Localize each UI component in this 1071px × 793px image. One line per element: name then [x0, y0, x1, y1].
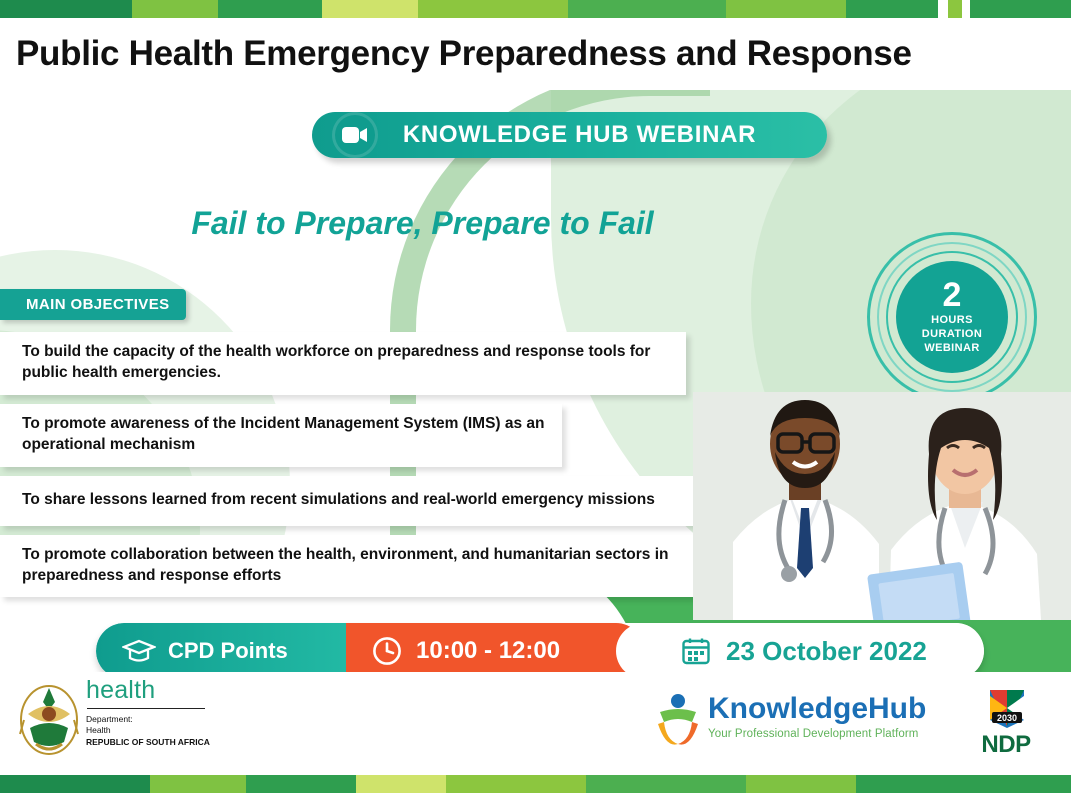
duration-badge — [867, 232, 1039, 404]
department-line-2: Health — [86, 725, 111, 736]
time-segment — [346, 623, 644, 679]
footer — [0, 672, 1071, 775]
south-africa-coat-of-arms — [18, 680, 80, 758]
ndp-logo — [960, 686, 1052, 760]
time-label: 10:00 - 12:00 — [416, 637, 561, 664]
knowledgehub-logo — [652, 692, 927, 754]
bottom-colour-bar — [0, 775, 1071, 793]
list-item: To promote awareness of the Incident Management System (IMS) as an operational mechanism — [0, 404, 562, 467]
badge-line-webinar: WEBINAR — [924, 341, 980, 354]
list-item: To share lessons learned from recent simulations and real-world emergency missions — [0, 476, 716, 526]
department-line-3: REPUBLIC OF SOUTH AFRICA — [86, 736, 210, 747]
health-wordmark: health — [86, 676, 156, 704]
badge-core — [896, 261, 1008, 373]
ndp-label: NDP — [981, 731, 1031, 758]
clock-icon — [372, 636, 402, 666]
date-segment — [616, 623, 984, 679]
video-camera-icon — [332, 112, 378, 158]
list-item: To build the capacity of the health workforce on preparedness and response tools for public health emergencies. — [0, 332, 686, 395]
doctors-photo — [693, 392, 1071, 620]
knowledgehub-word-2: Hub — [868, 692, 927, 725]
graduation-cap-icon — [122, 637, 156, 665]
health-department-logo — [86, 678, 210, 748]
ndp-year-label: 2030 — [996, 713, 1018, 723]
title-bar — [0, 18, 1071, 90]
poster-tagline: Fail to Prepare, Prepare to Fail — [191, 205, 654, 241]
cpd-label: CPD Points — [168, 638, 288, 663]
page-title: Public Health Emergency Preparedness and Response — [16, 34, 912, 73]
knowledgehub-word-1: Knowledge — [708, 692, 869, 725]
department-line-1: Department: — [86, 714, 133, 724]
objectives-list — [0, 332, 716, 606]
badge-line-duration: DURATION — [921, 328, 983, 341]
webinar-banner — [312, 112, 827, 158]
list-item: To promote collaboration between the health, environment, and humanitarian sectors in preparedness and response efforts — [0, 535, 716, 598]
webinar-banner-label: KNOWLEDGE HUB WEBINAR — [402, 121, 757, 148]
info-bar — [96, 623, 984, 679]
knowledgehub-tagline: Your Professional Development Platform — [708, 728, 919, 740]
badge-line-hours: HOURS — [931, 314, 973, 327]
knowledgehub-wordmark — [708, 694, 926, 724]
badge-number: 2 — [942, 276, 962, 315]
calendar-icon — [682, 637, 710, 665]
objectives-heading: MAIN OBJECTIVES — [0, 289, 186, 320]
logo-divider — [87, 708, 205, 709]
top-colour-bar — [0, 0, 1071, 18]
knowledgehub-mark — [652, 692, 704, 748]
date-label: 23 October 2022 — [726, 635, 927, 666]
cpd-segment — [96, 623, 346, 679]
